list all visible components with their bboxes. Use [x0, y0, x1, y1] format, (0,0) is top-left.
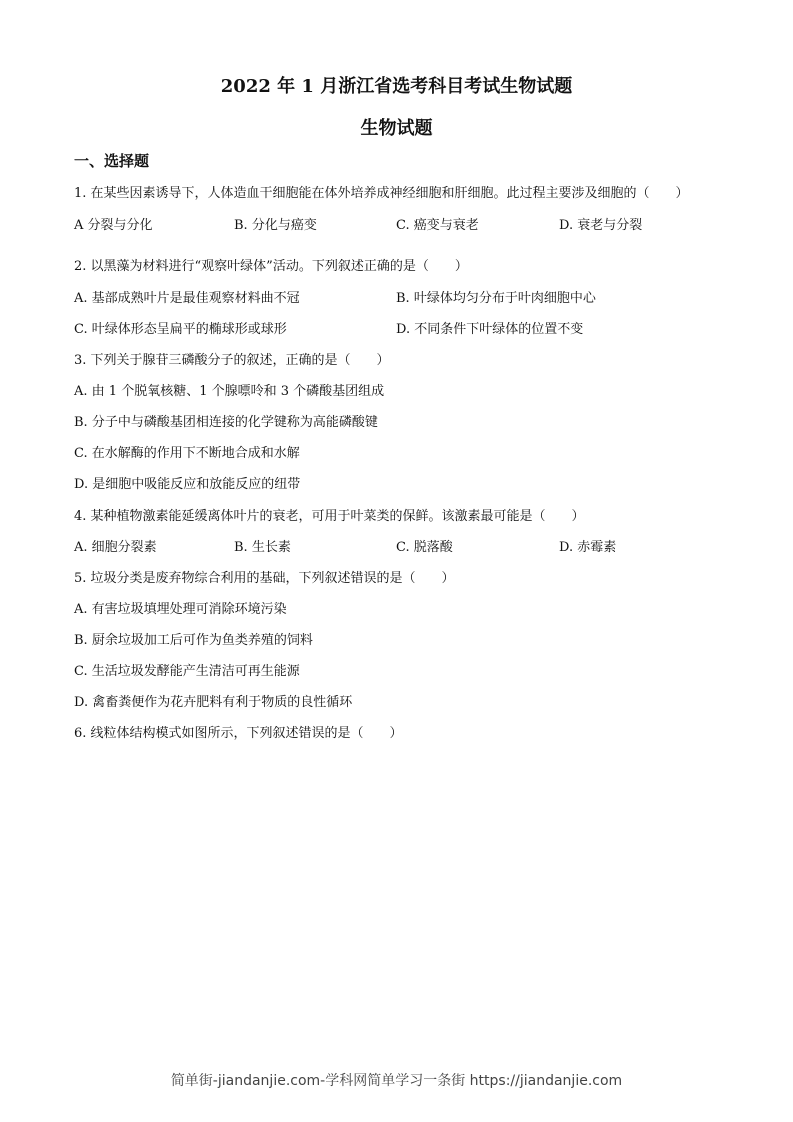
option-b: B. 分化与癌变	[234, 218, 317, 233]
option-b: B. 生长素	[234, 540, 291, 555]
option-a: A. 细胞分裂素	[74, 540, 157, 555]
question-5-stem: 5. 垃圾分类是废弃物综合利用的基础，下列叙述错误的是（ ）	[74, 571, 455, 586]
question-6-stem: 6. 线粒体结构模式如图所示，下列叙述错误的是（ ）	[74, 726, 403, 741]
page-footer: 简单街-jiandanjie.com-学科网简单学习一条街 https://jiandanjie.com	[170, 1073, 623, 1089]
option-c: C. 在水解酶的作用下不断地合成和水解	[74, 446, 300, 461]
question-4-options	[74, 536, 734, 554]
page-subtitle: 生物试题	[360, 118, 433, 139]
option-d: D. 不同条件下叶绿体的位置不变	[396, 322, 584, 337]
option-a: A. 基部成熟叶片是最佳观察材料曲不冠	[74, 291, 300, 306]
question-2-stem: 2. 以黑藻为材料进行“观察叶绿体”活动。下列叙述正确的是（ ）	[74, 259, 468, 274]
option-b: B. 厨余垃圾加工后可作为鱼类养殖的饲料	[74, 633, 313, 648]
option-c: C. 生活垃圾发酵能产生清洁可再生能源	[74, 664, 300, 679]
option-b: B. 叶绿体均匀分布于叶肉细胞中心	[396, 291, 596, 306]
option-b: B. 分子中与磷酸基团相连接的化学键称为高能磷酸键	[74, 415, 378, 430]
option-a: A. 由 1 个脱氧核糖、1 个腺嘌呤和 3 个磷酸基团组成	[74, 384, 385, 399]
question-2-options-row-2	[74, 318, 734, 336]
option-c: C. 脱落酸	[396, 540, 453, 555]
section-heading: 一、选择题	[74, 152, 150, 170]
question-3-stem: 3. 下列关于腺苷三磷酸分子的叙述，正确的是（ ）	[74, 353, 390, 368]
option-c: C. 叶绿体形态呈扁平的椭球形或球形	[74, 322, 287, 337]
option-a: A. 有害垃圾填埋处理可消除环境污染	[74, 602, 287, 617]
option-d: D. 禽畜粪便作为花卉肥料有利于物质的良性循环	[74, 695, 353, 710]
question-2-options-row-1	[74, 287, 734, 305]
option-d: D. 赤霉素	[559, 540, 617, 555]
question-1-options	[74, 214, 734, 232]
option-d: D. 衰老与分裂	[559, 218, 643, 233]
option-a: A 分裂与分化	[74, 218, 153, 233]
page-title: 2022 年 1 月浙江省选考科目考试生物试题	[220, 76, 573, 97]
question-1-stem: 1. 在某些因素诱导下，人体造血干细胞能在体外培养成神经细胞和肝细胞。此过程主要涉及细胞的（ ）	[74, 186, 689, 201]
question-4-stem: 4. 某种植物激素能延缓离体叶片的衰老，可用于叶菜类的保鲜。该激素最可能是（ ）	[74, 509, 585, 524]
option-c: C. 癌变与衰老	[396, 218, 479, 233]
option-d: D. 是细胞中吸能反应和放能反应的纽带	[74, 477, 301, 492]
